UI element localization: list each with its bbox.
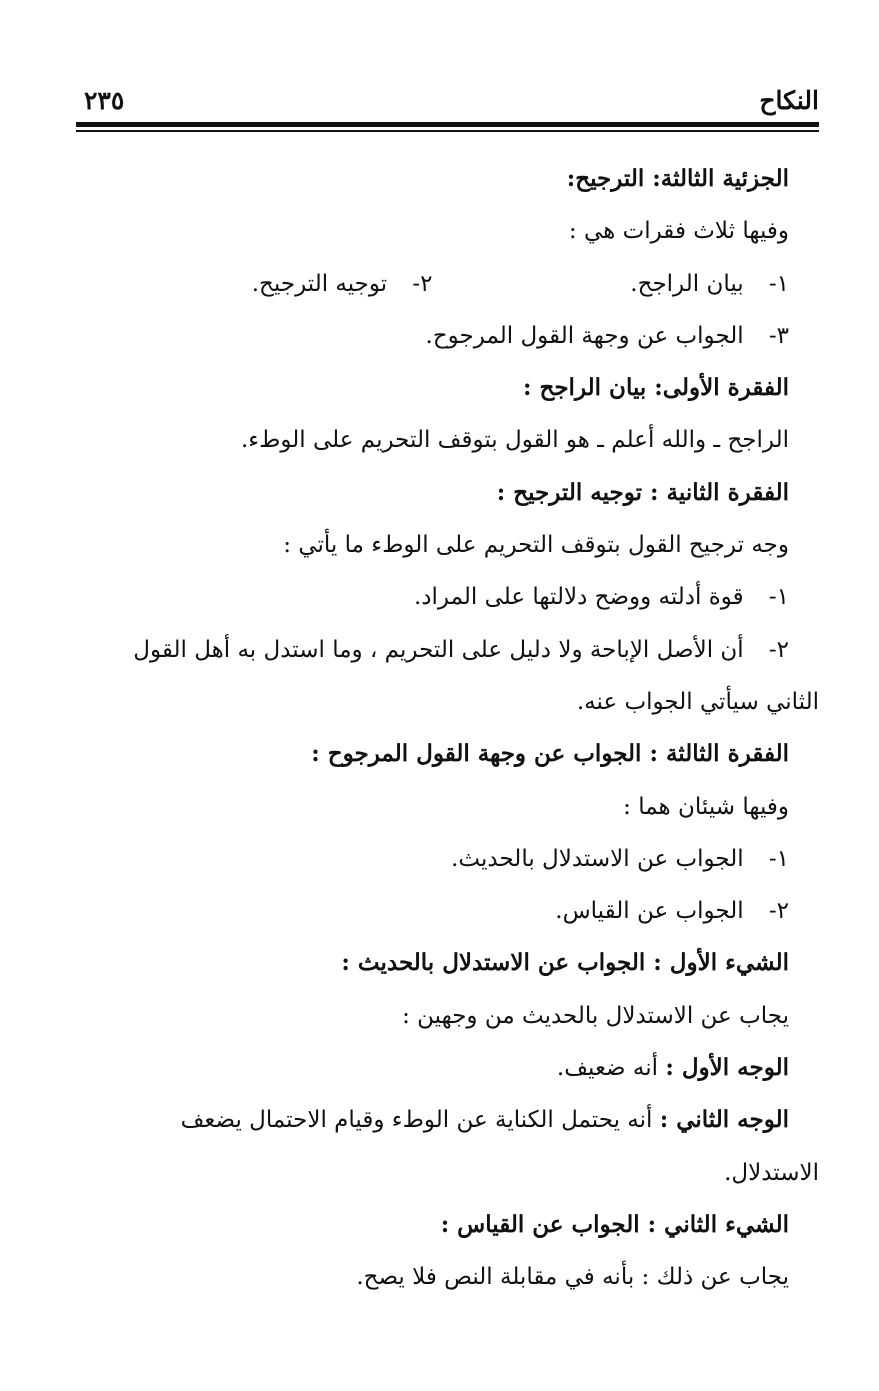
paragraph-heading-2: الفقرة الثانية : توجيه الترجيح : xyxy=(496,478,789,506)
paragraph: وفيها شيئان هما : xyxy=(623,793,789,820)
paragraph-heading-3: الفقرة الثالثة : الجواب عن وجهة القول المرجوح : xyxy=(311,740,789,768)
paragraph-heading-1: الفقرة الأولى: بيان الراجح : xyxy=(523,374,789,402)
aspect-two: الوجه الثاني : أنه يحتمل الكناية عن الوطء وقيام الاحتمال يضعف xyxy=(180,1106,789,1134)
list-item: ١- بيان الراجح. xyxy=(630,270,789,297)
aspect-label: الوجه الثاني : xyxy=(659,1106,789,1134)
running-header xyxy=(76,80,819,120)
aspect-one: الوجه الأول : أنه ضعيف. xyxy=(556,1054,789,1082)
paragraph-intro: وفيها ثلاث فقرات هي : xyxy=(568,218,789,245)
header-rule-thin xyxy=(76,130,819,132)
list-item: ٣- الجواب عن وجهة القول المرجوح. xyxy=(425,322,789,349)
list-item-row xyxy=(76,258,789,310)
section-heading-weighting: الجزئية الثالثة: الترجيح: xyxy=(566,165,789,192)
aspect-two-continuation: الاستدلال. xyxy=(724,1159,819,1186)
body-text xyxy=(76,153,819,1304)
list-item: ١- الجواب عن الاستدلال بالحديث. xyxy=(451,845,789,872)
aspect-label: الوجه الأول : xyxy=(665,1054,789,1082)
paragraph: وجه ترجيح القول بتوقف التحريم على الوطء ما يأتي : xyxy=(283,532,789,559)
list-item: ٢- توجيه الترجيح. xyxy=(251,270,433,297)
subheading-hadith-answer: الشيء الأول : الجواب عن الاستدلال بالحديث : xyxy=(341,949,789,977)
paragraph: الراجح ـ والله أعلم ـ هو القول بتوقف التحريم على الوطء. xyxy=(240,427,789,454)
header-rule-thick xyxy=(76,122,819,127)
list-item: ٢- الجواب عن القياس. xyxy=(555,898,789,925)
paragraph: يجاب عن ذلك : بأنه في مقابلة النص فلا يصح. xyxy=(356,1264,789,1291)
subheading-analogy-answer: الشيء الثاني : الجواب عن القياس : xyxy=(440,1210,789,1238)
list-item: ٢- أن الأصل الإباحة ولا دليل على التحريم ، وما استدل به أهل القول xyxy=(133,636,789,663)
chapter-title: النكاح xyxy=(759,86,819,115)
page-number: ٢٣٥ xyxy=(84,86,125,115)
list-item: ١- قوة أدلته ووضح دلالتها على المراد. xyxy=(413,584,789,611)
paragraph: يجاب عن الاستدلال بالحديث من وجهين : xyxy=(402,1002,789,1029)
list-item-continuation: الثاني سيأتي الجواب عنه. xyxy=(576,688,819,715)
